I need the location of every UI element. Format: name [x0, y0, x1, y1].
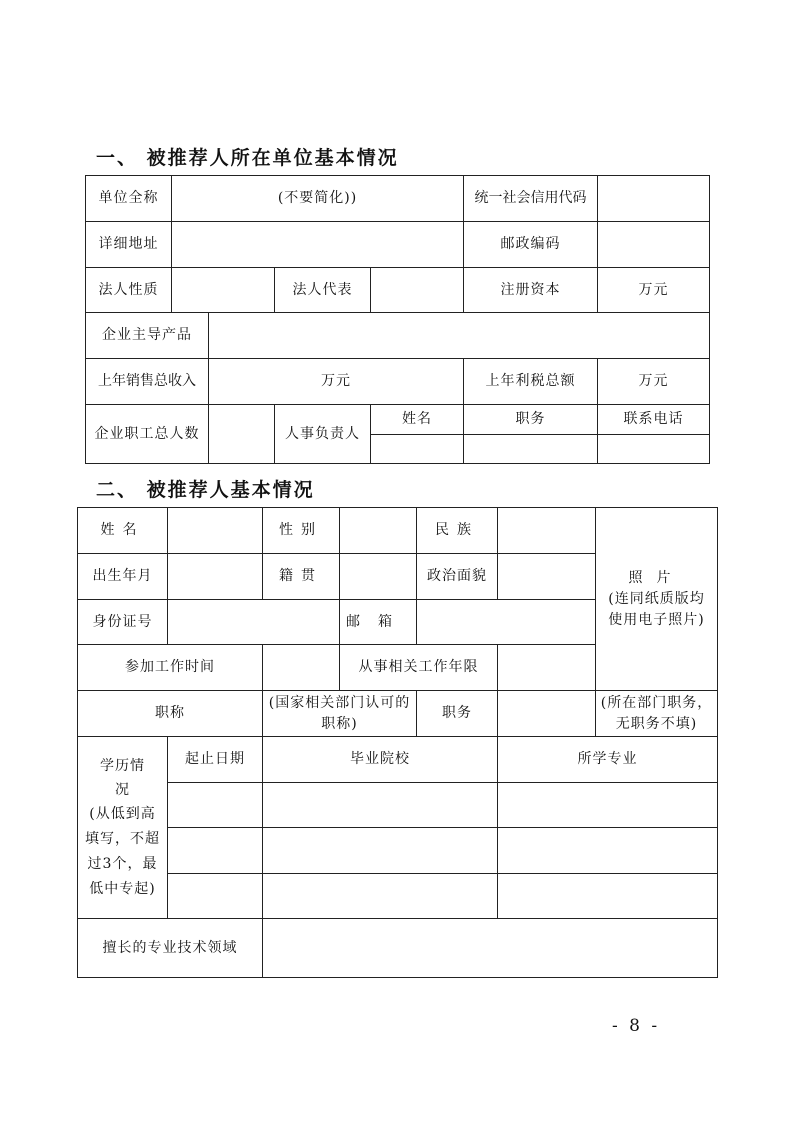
- birth-field[interactable]: [168, 554, 263, 600]
- edu-school-field[interactable]: [263, 874, 498, 919]
- email-label: 邮箱: [340, 600, 417, 645]
- tax-field[interactable]: 万元: [598, 359, 710, 405]
- edu-major-field[interactable]: [498, 874, 718, 919]
- email-field[interactable]: [417, 600, 596, 645]
- sales-field[interactable]: 万元: [209, 359, 464, 405]
- tax-label: 上年利税总额: [464, 359, 598, 405]
- gender-label: 性别: [263, 508, 340, 554]
- gender-field[interactable]: [340, 508, 417, 554]
- position-field[interactable]: [498, 691, 596, 737]
- title-field[interactable]: (国家相关部门认可的职称): [263, 691, 417, 737]
- hr-name-field[interactable]: [371, 435, 464, 464]
- staff-field[interactable]: [209, 405, 275, 464]
- section-2-title: 二、 被推荐人基本情况: [96, 479, 315, 501]
- credit-code-label: 统一社会信用代码: [464, 176, 598, 222]
- legal-rep-field[interactable]: [371, 268, 464, 313]
- ethnicity-label: 民族: [417, 508, 498, 554]
- hr-position-label: 职务: [464, 405, 598, 435]
- nominee-info-table: [77, 507, 718, 978]
- work-start-field[interactable]: [263, 645, 340, 691]
- birth-label: 出生年月: [78, 554, 168, 600]
- unit-info-table: [85, 175, 710, 464]
- edu-school-field[interactable]: [263, 828, 498, 874]
- credit-code-field[interactable]: [598, 176, 710, 222]
- sales-label: 上年销售总收入: [86, 359, 209, 405]
- title-label: 职称: [78, 691, 263, 737]
- work-start-label: 参加工作时间: [78, 645, 263, 691]
- hr-label: 人事负责人: [275, 405, 371, 464]
- postcode-field[interactable]: [598, 222, 710, 268]
- native-field[interactable]: [340, 554, 417, 600]
- unit-name-field[interactable]: (不要简化)): [172, 176, 464, 222]
- ethnicity-field[interactable]: [498, 508, 596, 554]
- political-field[interactable]: [498, 554, 596, 600]
- page-number: - 8 -: [612, 1016, 661, 1036]
- position-hint[interactable]: (所在部门职务，无职务不填): [596, 691, 718, 737]
- unit-name-label: 单位全称: [86, 176, 172, 222]
- photo-label: 照片: [628, 569, 685, 586]
- edu-major-field[interactable]: [498, 783, 718, 828]
- name-label: 姓名: [78, 508, 168, 554]
- hr-phone-field[interactable]: [598, 435, 710, 464]
- work-years-label: 从事相关工作年限: [340, 645, 498, 691]
- legal-rep-label: 法人代表: [275, 268, 371, 313]
- education-label: 学历情况: [100, 757, 145, 798]
- hr-position-field[interactable]: [464, 435, 598, 464]
- address-label: 详细地址: [86, 222, 172, 268]
- legal-nature-label: 法人性质: [86, 268, 172, 313]
- education-hint: (从低到高填写，不超过3个，最低中专起): [85, 805, 160, 897]
- edu-date-header: 起止日期: [168, 737, 263, 783]
- hr-name-label: 姓名: [371, 405, 464, 435]
- education-label-cell: [78, 737, 168, 919]
- postcode-label: 邮政编码: [464, 222, 598, 268]
- reg-capital-field[interactable]: 万元: [598, 268, 710, 313]
- edu-school-header: 毕业院校: [263, 737, 498, 783]
- work-years-field[interactable]: [498, 645, 596, 691]
- edu-school-field[interactable]: [263, 783, 498, 828]
- id-field[interactable]: [168, 600, 340, 645]
- photo-hint: (连同纸质版均使用电子照片): [608, 590, 705, 628]
- position-label: 职务: [417, 691, 498, 737]
- id-label: 身份证号: [78, 600, 168, 645]
- expertise-field[interactable]: [263, 919, 718, 978]
- edu-date-field[interactable]: [168, 783, 263, 828]
- name-field[interactable]: [168, 508, 263, 554]
- staff-label: 企业职工总人数: [86, 405, 209, 464]
- section-1-title: 一、 被推荐人所在单位基本情况: [96, 147, 399, 169]
- edu-date-field[interactable]: [168, 874, 263, 919]
- legal-nature-field[interactable]: [172, 268, 275, 313]
- photo-cell[interactable]: [596, 508, 718, 691]
- political-label: 政治面貌: [417, 554, 498, 600]
- native-label: 籍贯: [263, 554, 340, 600]
- reg-capital-label: 注册资本: [464, 268, 598, 313]
- main-product-field[interactable]: [209, 313, 710, 359]
- edu-date-field[interactable]: [168, 828, 263, 874]
- edu-major-header: 所学专业: [498, 737, 718, 783]
- hr-phone-label: 联系电话: [598, 405, 710, 435]
- main-product-label: 企业主导产品: [86, 313, 209, 359]
- edu-major-field[interactable]: [498, 828, 718, 874]
- expertise-label: 擅长的专业技术领域: [78, 919, 263, 978]
- address-field[interactable]: [172, 222, 464, 268]
